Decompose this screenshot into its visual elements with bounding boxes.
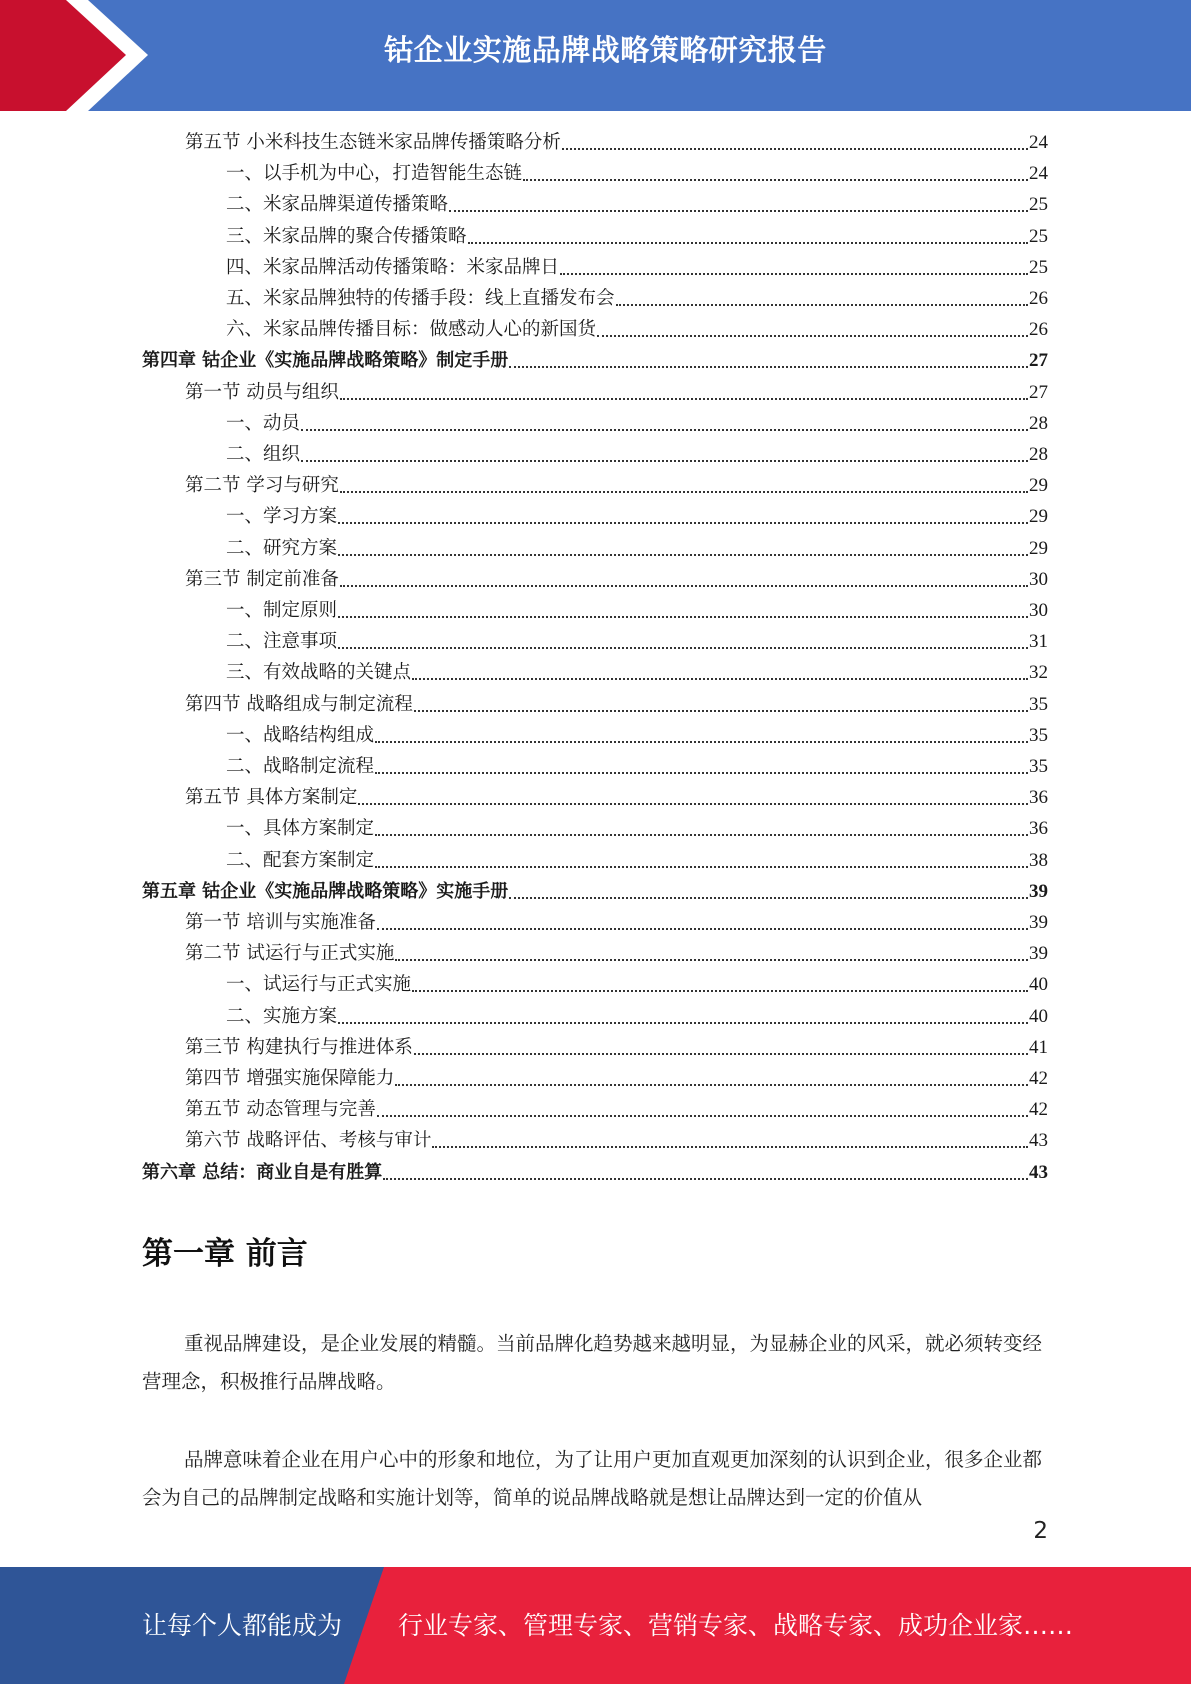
toc-subsection-entry[interactable] bbox=[226, 411, 1048, 437]
toc-entry-page: 39 bbox=[1029, 880, 1048, 902]
toc-entry-page: 35 bbox=[1029, 724, 1048, 746]
toc-entry-page: 38 bbox=[1029, 849, 1048, 871]
toc-entry-page: 28 bbox=[1029, 412, 1048, 434]
toc-entry-page: 24 bbox=[1029, 163, 1048, 185]
page-footer bbox=[0, 1567, 1191, 1684]
toc-dot-leader bbox=[338, 504, 1028, 530]
toc-entry-page: 35 bbox=[1029, 693, 1048, 715]
toc-entry-page: 29 bbox=[1029, 506, 1048, 528]
toc-dot-leader bbox=[338, 536, 1028, 562]
toc-dot-leader bbox=[301, 411, 1028, 437]
toc-entry-label: 第三节 制定前准备 bbox=[185, 568, 339, 590]
toc-entry-label: 二、研究方案 bbox=[226, 537, 338, 559]
toc-entry-label: 一、具体方案制定 bbox=[226, 818, 375, 840]
toc-entry-label: 第二节 试运行与正式实施 bbox=[185, 943, 395, 965]
toc-chapter-entry[interactable] bbox=[142, 879, 1048, 905]
toc-entry-page: 43 bbox=[1029, 1130, 1048, 1152]
toc-entry-page: 29 bbox=[1029, 537, 1048, 559]
toc-entry-label: 第六节 战略评估、考核与审计 bbox=[185, 1130, 432, 1152]
toc-dot-leader bbox=[340, 567, 1028, 593]
toc-entry-page: 26 bbox=[1029, 319, 1048, 341]
toc-subsection-entry[interactable] bbox=[226, 161, 1048, 187]
toc-subsection-entry[interactable] bbox=[226, 629, 1048, 655]
toc-entry-label: 第四章 钴企业《实施品牌战略策略》制定手册 bbox=[142, 350, 509, 372]
toc-section-entry[interactable] bbox=[185, 1128, 1048, 1154]
toc-dot-leader bbox=[395, 1066, 1028, 1092]
toc-entry-label: 三、米家品牌的聚合传播策略 bbox=[226, 225, 467, 247]
toc-section-entry[interactable] bbox=[185, 567, 1048, 593]
toc-dot-leader bbox=[509, 348, 1028, 374]
toc-dot-leader bbox=[597, 317, 1028, 343]
toc-dot-leader bbox=[414, 692, 1028, 718]
toc-subsection-entry[interactable] bbox=[226, 536, 1048, 562]
toc-dot-leader bbox=[338, 598, 1028, 624]
toc-dot-leader bbox=[449, 192, 1028, 218]
toc-section-entry[interactable] bbox=[185, 1066, 1048, 1092]
toc-dot-leader bbox=[414, 1035, 1028, 1061]
toc-subsection-entry[interactable] bbox=[226, 286, 1048, 312]
toc-subsection-entry[interactable] bbox=[226, 255, 1048, 281]
page-header bbox=[0, 0, 1191, 111]
body-paragraph-1: 重视品牌建设，是企业发展的精髓。当前品牌化趋势越来越明显，为显赫企业的风采，就必须转变经营理念，积极推行品牌战略。 bbox=[142, 1332, 1043, 1393]
toc-entry-label: 一、制定原则 bbox=[226, 600, 338, 621]
toc-entry-page: 42 bbox=[1029, 1099, 1048, 1121]
toc-subsection-entry[interactable] bbox=[226, 848, 1048, 874]
toc-dot-leader bbox=[340, 473, 1028, 499]
toc-subsection-entry[interactable] bbox=[226, 660, 1048, 686]
toc-entry-page: 40 bbox=[1029, 1005, 1048, 1027]
toc-entry-page: 30 bbox=[1029, 600, 1048, 621]
toc-subsection-entry[interactable] bbox=[226, 442, 1048, 468]
toc-entry-page: 29 bbox=[1029, 475, 1048, 497]
toc-entry-label: 五、米家品牌独特的传播手段：线上直播发布会 bbox=[226, 288, 615, 309]
toc-subsection-entry[interactable] bbox=[226, 972, 1048, 998]
toc-entry-label: 六、米家品牌传播目标：做感动人心的新国货 bbox=[226, 319, 597, 341]
toc-entry-label: 一、战略结构组成 bbox=[226, 724, 375, 746]
toc-subsection-entry[interactable] bbox=[226, 192, 1048, 218]
toc-section-entry[interactable] bbox=[185, 130, 1048, 156]
toc-entry-page: 28 bbox=[1029, 444, 1048, 465]
page-number: 2 bbox=[1033, 1518, 1048, 1544]
toc-entry-label: 一、试运行与正式实施 bbox=[226, 974, 412, 996]
toc-entry-page: 43 bbox=[1029, 1161, 1048, 1183]
toc-entry-label: 第四节 战略组成与制定流程 bbox=[185, 693, 413, 715]
toc-entry-label: 一、动员 bbox=[226, 412, 301, 434]
toc-entry-page: 32 bbox=[1029, 662, 1048, 684]
toc-entry-label: 第一节 动员与组织 bbox=[185, 381, 339, 403]
toc-dot-leader bbox=[358, 785, 1028, 811]
toc-section-entry[interactable] bbox=[185, 941, 1048, 967]
chapter-heading: 第一章 前言 bbox=[142, 1236, 308, 1272]
toc-entry-page: 31 bbox=[1029, 631, 1048, 653]
toc-section-entry[interactable] bbox=[185, 692, 1048, 718]
toc-dot-leader bbox=[560, 255, 1028, 281]
toc-entry-page: 30 bbox=[1029, 568, 1048, 590]
toc-entry-label: 二、配套方案制定 bbox=[226, 849, 375, 871]
toc-entry-label: 二、组织 bbox=[226, 444, 301, 465]
toc-entry-label: 第五章 钴企业《实施品牌战略策略》实施手册 bbox=[142, 880, 509, 902]
toc-dot-leader bbox=[375, 723, 1028, 749]
toc-entry-page: 25 bbox=[1029, 194, 1048, 216]
toc-dot-leader bbox=[562, 130, 1028, 156]
toc-dot-leader bbox=[375, 848, 1028, 874]
toc-section-entry[interactable] bbox=[185, 785, 1048, 811]
footer-slogan-left: 让每个人都能成为 bbox=[142, 1611, 343, 1640]
toc-entry-page: 25 bbox=[1029, 256, 1048, 278]
toc-dot-leader bbox=[383, 1160, 1028, 1186]
toc-dot-leader bbox=[509, 879, 1028, 905]
toc-entry-label: 第三节 构建执行与推进体系 bbox=[185, 1036, 413, 1058]
toc-entry-label: 第一节 培训与实施准备 bbox=[185, 912, 376, 933]
toc-subsection-entry[interactable] bbox=[226, 1004, 1048, 1030]
toc-entry-page: 26 bbox=[1029, 288, 1048, 309]
toc-subsection-entry[interactable] bbox=[226, 317, 1048, 343]
toc-subsection-entry[interactable] bbox=[226, 816, 1048, 842]
toc-dot-leader bbox=[301, 442, 1028, 468]
toc-section-entry[interactable] bbox=[185, 910, 1048, 936]
toc-subsection-entry[interactable] bbox=[226, 504, 1048, 530]
toc-subsection-entry[interactable] bbox=[226, 723, 1048, 749]
toc-entry-page: 41 bbox=[1029, 1036, 1048, 1058]
toc-chapter-entry[interactable] bbox=[142, 348, 1048, 374]
toc-entry-label: 三、有效战略的关键点 bbox=[226, 662, 412, 684]
toc-entry-label: 第五节 具体方案制定 bbox=[185, 787, 358, 809]
toc-entry-page: 24 bbox=[1029, 132, 1048, 153]
toc-dot-leader bbox=[338, 1004, 1028, 1030]
toc-chapter-entry[interactable] bbox=[142, 1160, 1048, 1186]
toc-entry-page: 42 bbox=[1029, 1068, 1048, 1089]
toc-entry-label: 二、实施方案 bbox=[226, 1005, 338, 1027]
toc-entry-label: 二、战略制定流程 bbox=[226, 756, 375, 777]
toc-entry-label: 二、米家品牌渠道传播策略 bbox=[226, 194, 449, 216]
toc-dot-leader bbox=[412, 660, 1028, 686]
toc-entry-label: 第五节 小米科技生态链米家品牌传播策略分析 bbox=[185, 132, 561, 153]
toc-section-entry[interactable] bbox=[185, 1097, 1048, 1123]
document-title: 钴企业实施品牌战略策略研究报告 bbox=[384, 33, 827, 67]
toc-dot-leader bbox=[468, 224, 1028, 250]
body-paragraph-2: 品牌意味着企业在用户心中的形象和地位，为了让用户更加直观更加深刻的认识到企业，很多企业都会为自己的品牌制定战略和实施计划等，简单的说品牌战略就是想让品牌达到一定的价值从 bbox=[142, 1448, 1043, 1509]
toc-dot-leader bbox=[395, 941, 1028, 967]
toc-subsection-entry[interactable] bbox=[226, 598, 1048, 624]
toc-entry-page: 40 bbox=[1029, 974, 1048, 996]
toc-entry-page: 25 bbox=[1029, 225, 1048, 247]
toc-entry-label: 一、学习方案 bbox=[226, 506, 338, 528]
footer-slogan-right: 行业专家、管理专家、营销专家、战略专家、成功企业家…… bbox=[398, 1611, 1074, 1640]
toc-entry-page: 39 bbox=[1029, 912, 1048, 933]
toc-dot-leader bbox=[375, 754, 1028, 780]
toc-entry-page: 39 bbox=[1029, 943, 1048, 965]
toc-section-entry[interactable] bbox=[185, 473, 1048, 499]
toc-section-entry[interactable] bbox=[185, 1035, 1048, 1061]
toc-dot-leader bbox=[375, 816, 1028, 842]
toc-dot-leader bbox=[340, 380, 1028, 406]
toc-entry-label: 二、注意事项 bbox=[226, 631, 338, 653]
toc-entry-label: 第四节 增强实施保障能力 bbox=[185, 1068, 395, 1089]
toc-subsection-entry[interactable] bbox=[226, 224, 1048, 250]
toc-entry-page: 27 bbox=[1029, 350, 1048, 372]
toc-dot-leader bbox=[377, 910, 1028, 936]
toc-dot-leader bbox=[377, 1097, 1028, 1123]
toc-subsection-entry[interactable] bbox=[226, 754, 1048, 780]
toc-entry-label: 四、米家品牌活动传播策略：米家品牌日 bbox=[226, 256, 560, 278]
toc-entry-page: 27 bbox=[1029, 381, 1048, 403]
toc-dot-leader bbox=[523, 161, 1028, 187]
toc-dot-leader bbox=[616, 286, 1028, 312]
toc-dot-leader bbox=[412, 972, 1028, 998]
toc-dot-leader bbox=[338, 629, 1028, 655]
toc-entry-page: 36 bbox=[1029, 818, 1048, 840]
toc-entry-label: 一、以手机为中心，打造智能生态链 bbox=[226, 163, 523, 185]
toc-dot-leader bbox=[432, 1128, 1028, 1154]
toc-entry-label: 第五节 动态管理与完善 bbox=[185, 1099, 376, 1121]
toc-entry-page: 35 bbox=[1029, 756, 1048, 777]
toc-entry-label: 第二节 学习与研究 bbox=[185, 475, 339, 497]
toc-entry-page: 36 bbox=[1029, 787, 1048, 809]
toc-entry-label: 第六章 总结：商业自是有胜算 bbox=[142, 1161, 383, 1183]
toc-section-entry[interactable] bbox=[185, 380, 1048, 406]
